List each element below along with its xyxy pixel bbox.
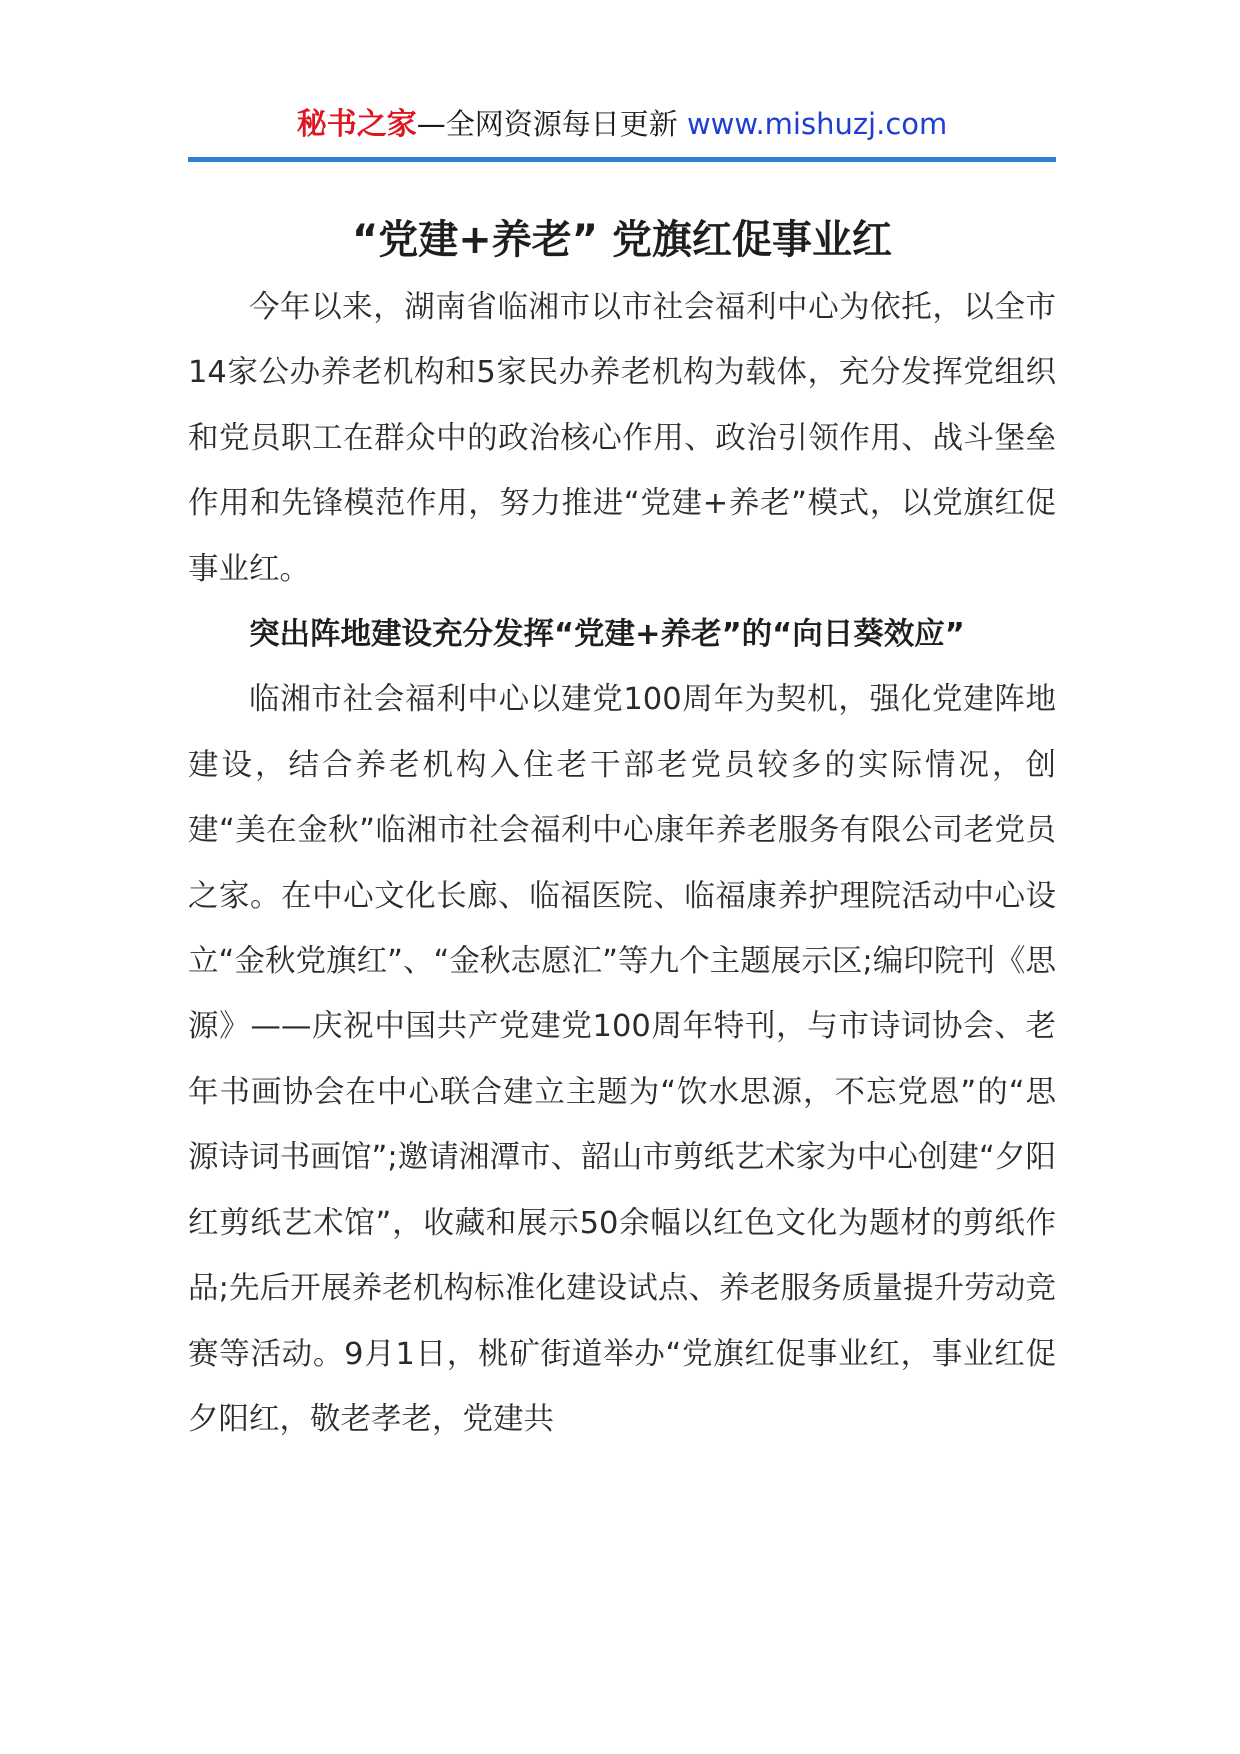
paragraph-section-body: 临湘市社会福利中心以建党100周年为契机，强化党建阵地建设，结合养老机构入住老干部老党员较多的实际情况，创建“美在金秋”临湘市社会福利中心康年养老服务有限公司老党员之家。在中心文化长廊、临福医院、临福康养护理院活动中心设立“金秋党旗红”、“金秋志愿汇”等九个主题展示区;编印院刊《思源》——庆祝中国共产党建党100周年特刊，与市诗词协会、老年书画协会在中心联合建立主题为“饮水思源，不忘党恩”的“思源诗词书画馆”;邀请湘潭市、韶山市剪纸艺术家为中心创建“夕阳红剪纸艺术馆”，收藏和展示50余幅以红色文化为题材的剪纸作品;先后开展养老机构标准化建设试点、养老服务质量提升劳动竞赛等活动。9月1日，桃矿街道举办“党旗红促事业红，事业红促夕阳红，敬老孝老，党建共 [188, 682, 1056, 1437]
site-brand: 秘书之家 [296, 107, 417, 142]
article-title: “党建+养老” 党旗红促事业红 [351, 217, 893, 263]
site-tagline: —全网资源每日更新 [416, 107, 678, 141]
paragraph-intro: 今年以来，湖南省临湘市以市社会福利中心为依托，以全市14家公办养老机构和5家民办养老机构为载体，充分发挥党组织和党员职工在群众中的政治核心作用、政治引领作用、战斗堡垒作用和先锋模范作用，努力推进“党建+养老”模式，以党旗红促事业红。 [188, 290, 1056, 587]
article-body [188, 275, 1056, 1452]
site-header [188, 100, 1056, 149]
site-url-link[interactable]: www.mishuzj.com [686, 107, 948, 141]
section-heading: 突出阵地建设充分发挥“党建+养老”的“向日葵效应” [249, 617, 965, 653]
header-divider [188, 157, 1056, 162]
